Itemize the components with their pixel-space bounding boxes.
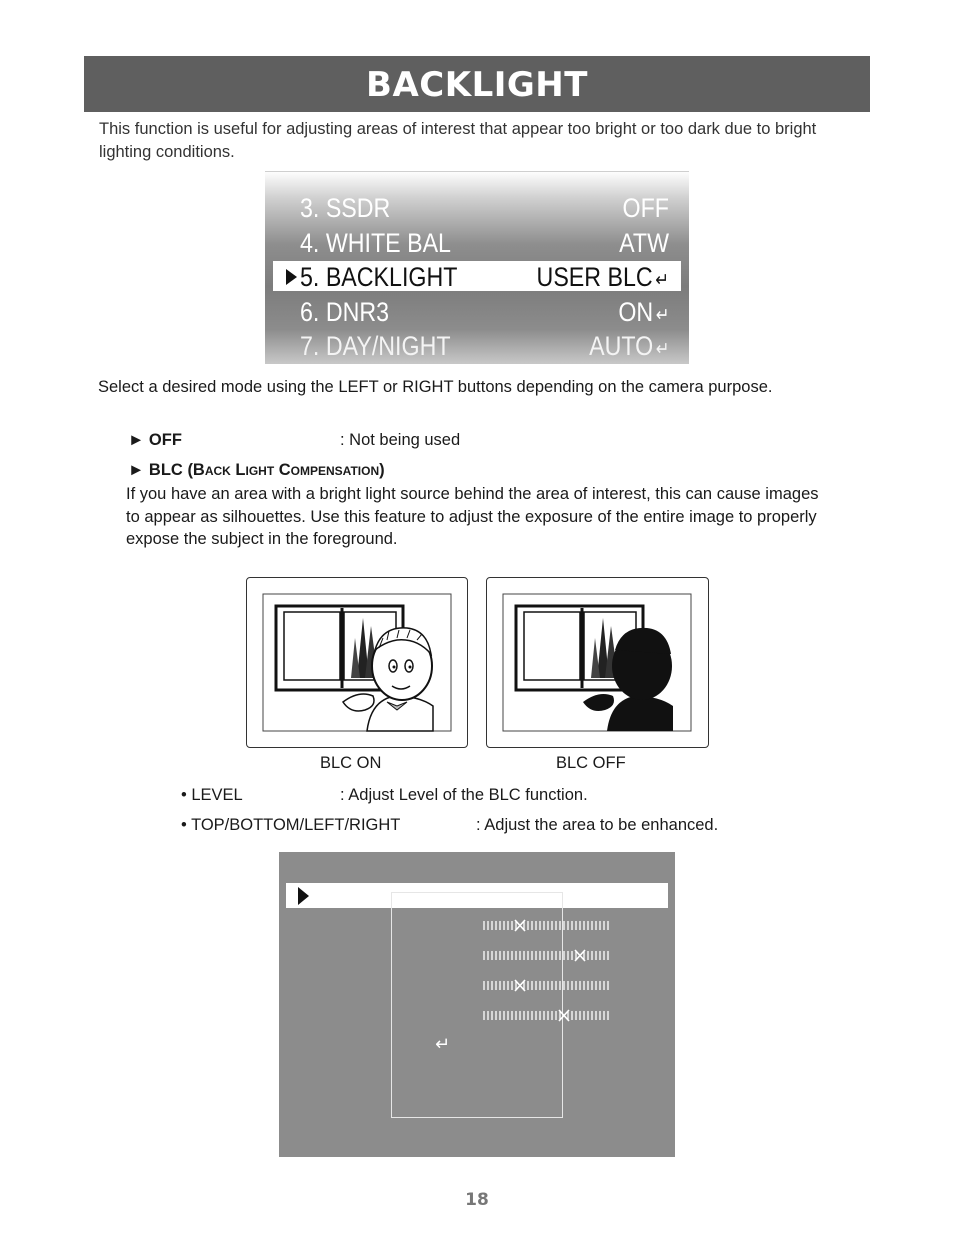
off-mode-label: ► OFF: [128, 431, 182, 449]
off-label-text: OFF: [148, 431, 182, 449]
osd-row-label: 4. WHITE BAL: [300, 228, 451, 258]
osd-row-white-bal: [265, 226, 689, 260]
osd-row-dnr3: [265, 295, 689, 329]
osd-row-day-night: [265, 329, 689, 363]
enter-icon: ↵: [655, 305, 669, 326]
level-setting-description: : Adjust Level of the BLC function.: [340, 786, 588, 804]
osd-row-value: ON: [617, 297, 653, 327]
osd-cursor-arrow-icon: [286, 269, 297, 285]
area-setting-label: • TOP/BOTTOM/LEFT/RIGHT: [181, 816, 401, 834]
blc-on-caption: BLC ON: [320, 754, 382, 772]
blc-on-illustration: [246, 577, 468, 748]
top-slider: [483, 948, 611, 962]
intro-text: This function is useful for adjusting areas of interest that appear too bright or too dark due to bright lighting conditions.: [99, 120, 817, 161]
osd-row-backlight-selected: [265, 260, 689, 294]
osd-row-value-wrap: [589, 329, 669, 364]
blc-off-drawing: [487, 578, 708, 747]
osd-faded-row: [265, 171, 689, 186]
osd-row-value: USER BLC: [536, 262, 653, 292]
enter-icon: ↵: [655, 270, 669, 291]
osd-row-value-wrap: [618, 295, 669, 333]
osd-row-label: 7. DAY/NIGHT: [300, 331, 451, 361]
enter-icon: ↵: [655, 339, 669, 360]
select-mode-text: Select a desired mode using the LEFT or RIGHT buttons depending on the camera purpose.: [98, 378, 773, 396]
left-slider: [483, 1008, 611, 1022]
osd-row-value: AUTO: [588, 331, 653, 361]
blc-mode-heading: ► BLC (Back Light Compensation): [128, 461, 385, 479]
osd-row-ssdr: [265, 191, 689, 225]
blc-submenu-image: [279, 852, 675, 1157]
page-number: 18: [465, 1190, 489, 1210]
blc-description: If you have an area with a bright light source behind the area of interest, this can cause images to appear as silhouettes. Use this feature to adjust the exposure of the entire image to properly expose the subject in the foreground.: [126, 485, 819, 548]
osd-row-value-wrap: [537, 260, 669, 298]
area-setting-description: : Adjust the area to be enhanced.: [476, 816, 719, 834]
enter-icon: ↵: [435, 1034, 451, 1055]
off-mode-description: : Not being used: [340, 431, 461, 449]
blc-label-text: BLC: [148, 461, 183, 479]
page-title: BACKLIGHT: [366, 65, 588, 105]
blc-full-name: (Back Light Compensation): [187, 461, 385, 479]
blc-off-illustration: [486, 577, 709, 748]
level-setting-label: • LEVEL: [181, 786, 243, 804]
blc-off-caption: BLC OFF: [556, 754, 626, 772]
osd-row-value: OFF: [622, 193, 669, 223]
osd-row-label: 6. DNR3: [300, 297, 390, 327]
osd-menu-image: [265, 171, 689, 364]
level-slider: [483, 918, 611, 932]
blc-on-drawing: [247, 578, 467, 747]
title-bar: [84, 56, 870, 112]
osd-row-label: 5. BACKLIGHT: [300, 262, 458, 292]
bottom-slider: [483, 978, 611, 992]
osd-row-label: 3. SSDR: [300, 193, 391, 223]
submenu-cursor-arrow-icon: [298, 887, 309, 905]
osd-row-value: ATW: [619, 228, 669, 258]
